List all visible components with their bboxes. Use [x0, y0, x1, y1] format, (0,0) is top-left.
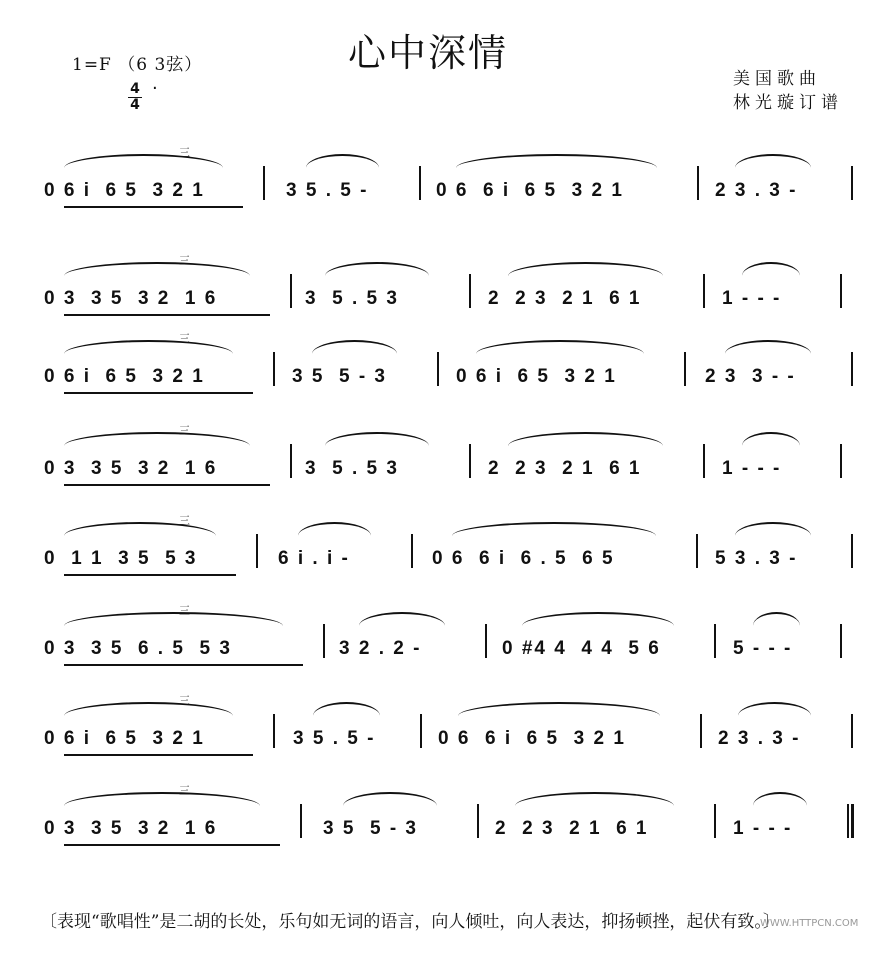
slur-mark	[64, 340, 233, 354]
measure	[715, 540, 797, 570]
slur-mark	[64, 262, 250, 276]
measure-notes: 2 3 . 3 -	[718, 728, 801, 749]
measure	[718, 720, 800, 750]
slur-mark	[343, 792, 437, 806]
measure-notes: 0 3 3 5 3 2 1 6	[44, 458, 218, 479]
slur-mark	[64, 432, 250, 446]
measure	[488, 450, 641, 480]
measure	[488, 280, 641, 310]
measure-notes: 3 2 . 2 -	[339, 638, 422, 659]
footer-note: 〔表现“歌唱性”是二胡的长处，乐句如无词的语言，向人倾吐，向人表达，抑扬顿挫，起伏有致。〕	[40, 912, 780, 932]
measure-notes: 1 - - -	[722, 288, 782, 309]
meter-top: 4	[128, 82, 142, 98]
slur-mark	[64, 612, 283, 626]
barline	[851, 166, 853, 200]
fingering-three-mark: 三	[179, 146, 190, 159]
time-signature	[128, 82, 142, 113]
slur-mark	[508, 432, 663, 446]
measure-notes: 0 6 i 6 5 3 2 1	[456, 366, 617, 387]
measure-notes: 2 2 3 2 1 6 1	[495, 818, 649, 839]
measure-notes: 0 3 3 5 3 2 1 6	[44, 288, 218, 309]
beam-line	[64, 664, 303, 666]
barline	[851, 714, 853, 748]
slur-mark	[64, 702, 233, 716]
measure-notes: 5 3 . 3 -	[715, 548, 798, 569]
barline	[263, 166, 265, 200]
measure-notes: 2 2 3 2 1 6 1	[488, 288, 642, 309]
slur-mark	[64, 154, 223, 168]
fingering-three-mark: 三	[179, 604, 190, 617]
staff-row	[0, 778, 887, 858]
barline	[300, 804, 302, 838]
staff-row	[0, 598, 887, 678]
measure	[436, 172, 624, 202]
beam-line	[64, 484, 270, 486]
header-key: 1=F （6 3弦）	[72, 55, 203, 75]
measure	[438, 720, 626, 750]
barline	[847, 804, 854, 838]
measure-notes: 3 5 . 5 3	[305, 458, 399, 479]
staff-row	[0, 326, 887, 406]
fingering-three-mark: 三	[179, 424, 190, 437]
measure-notes: 0 3 3 5 3 2 1 6	[44, 818, 218, 839]
measure	[722, 450, 781, 480]
measure-notes: 0 1 1 3 5 5 3	[44, 548, 198, 569]
measure-notes: 1 - - -	[733, 818, 793, 839]
barline	[703, 274, 705, 308]
measure	[44, 540, 197, 570]
beam-line	[64, 314, 270, 316]
slur-mark	[458, 702, 660, 716]
measure-notes: 0 3 3 5 6 . 5 5 3	[44, 638, 232, 659]
measure	[502, 630, 661, 660]
slur-mark	[456, 154, 657, 168]
measure	[733, 630, 792, 660]
barline	[437, 352, 439, 386]
barline	[840, 624, 842, 658]
slur-mark	[753, 792, 807, 806]
measure-notes: 0 6 i 6 5 3 2 1	[44, 728, 205, 749]
beam-line	[64, 844, 280, 846]
slur-mark	[64, 792, 260, 806]
barline	[840, 274, 842, 308]
measure-notes: 3 5 . 5 -	[286, 180, 369, 201]
barline	[840, 444, 842, 478]
barline	[411, 534, 413, 568]
barline	[714, 804, 716, 838]
measure-notes: 0 6 i 6 5 3 2 1	[44, 366, 205, 387]
measure	[495, 810, 648, 840]
measure	[44, 810, 217, 840]
beam-line	[64, 754, 253, 756]
barline	[485, 624, 487, 658]
measure	[456, 358, 617, 388]
measure	[44, 358, 205, 388]
barline	[696, 534, 698, 568]
barline	[323, 624, 325, 658]
measure	[305, 280, 399, 310]
slur-mark	[753, 612, 800, 626]
slur-mark	[742, 262, 800, 276]
barline	[697, 166, 699, 200]
measure	[722, 280, 781, 310]
measure-notes: 0 #4 4 4 4 5 6	[502, 638, 661, 659]
slur-mark	[306, 154, 379, 168]
slur-mark	[325, 432, 429, 446]
slur-mark	[452, 522, 656, 536]
fingering-three-mark: 三	[179, 514, 190, 527]
measure	[44, 630, 232, 660]
staff-row	[0, 688, 887, 768]
measure	[305, 450, 399, 480]
measure-notes: 2 3 . 3 -	[715, 180, 798, 201]
slur-mark	[515, 792, 674, 806]
measure-notes: 0 6 i 6 5 3 2 1	[44, 180, 205, 201]
beam-line	[64, 206, 243, 208]
barline	[851, 534, 853, 568]
measure	[278, 540, 350, 570]
fingering-three-mark: 三	[179, 332, 190, 345]
staff-row	[0, 248, 887, 328]
beam-line	[64, 574, 236, 576]
barline	[703, 444, 705, 478]
barline	[700, 714, 702, 748]
credit-arranger: 林光璇订谱	[733, 93, 843, 113]
slur-mark	[359, 612, 445, 626]
slur-mark	[476, 340, 644, 354]
meter-bottom: 4	[130, 97, 140, 113]
page-title: 心中深情	[348, 31, 509, 75]
slur-mark	[508, 262, 663, 276]
measure-notes: 2 3 3 - -	[705, 366, 796, 387]
slur-mark	[735, 154, 811, 168]
measure-notes: 3 5 . 5 3	[305, 288, 399, 309]
fingering-three-mark: 三	[179, 784, 190, 797]
barline	[419, 166, 421, 200]
slur-mark	[312, 340, 397, 354]
measure	[432, 540, 615, 570]
measure-notes: 0 6 6 i 6 5 3 2 1	[436, 180, 624, 201]
measure-notes: 5 - - -	[733, 638, 793, 659]
barline	[714, 624, 716, 658]
fingering-three-mark: 三	[179, 694, 190, 707]
slur-mark	[64, 522, 216, 536]
slur-mark	[725, 340, 811, 354]
slur-mark	[313, 702, 380, 716]
measure	[705, 358, 796, 388]
measure	[44, 280, 217, 310]
staff-row	[0, 418, 887, 498]
barline	[290, 444, 292, 478]
fingering-three-mark: 三	[179, 254, 190, 267]
slur-mark	[298, 522, 371, 536]
barline	[851, 352, 853, 386]
barline	[477, 804, 479, 838]
beam-line	[64, 392, 253, 394]
measure	[733, 810, 792, 840]
measure	[44, 720, 205, 750]
barline	[420, 714, 422, 748]
measure	[339, 630, 421, 660]
slur-mark	[522, 612, 674, 626]
measure	[293, 720, 375, 750]
barline	[684, 352, 686, 386]
credit-origin: 美国歌曲	[733, 69, 821, 89]
measure-notes: 6 i . i -	[278, 548, 350, 569]
staff-row	[0, 140, 887, 220]
measure-notes: 2 2 3 2 1 6 1	[488, 458, 642, 479]
barline	[290, 274, 292, 308]
slur-mark	[742, 432, 800, 446]
measure-notes: 3 5 5 - 3	[323, 818, 418, 839]
measure-notes: 3 5 5 - 3	[292, 366, 387, 387]
barline	[273, 352, 275, 386]
slur-mark	[735, 522, 811, 536]
measure	[286, 172, 368, 202]
barline	[469, 444, 471, 478]
measure-notes: 1 - - -	[722, 458, 782, 479]
measure	[292, 358, 387, 388]
slur-mark	[325, 262, 429, 276]
barline	[469, 274, 471, 308]
measure-notes: 3 5 . 5 -	[293, 728, 376, 749]
measure	[323, 810, 418, 840]
barline	[256, 534, 258, 568]
barline	[273, 714, 275, 748]
watermark: WWW.HTTPCN.COM	[760, 918, 859, 929]
measure-notes: 0 6 6 i 6 5 3 2 1	[438, 728, 626, 749]
measure	[44, 450, 217, 480]
measure	[44, 172, 205, 202]
slur-mark	[738, 702, 811, 716]
meter-dot: ·	[152, 78, 158, 99]
staff-row	[0, 508, 887, 588]
measure-notes: 0 6 6 i 6 . 5 6 5	[432, 548, 615, 569]
measure	[715, 172, 797, 202]
